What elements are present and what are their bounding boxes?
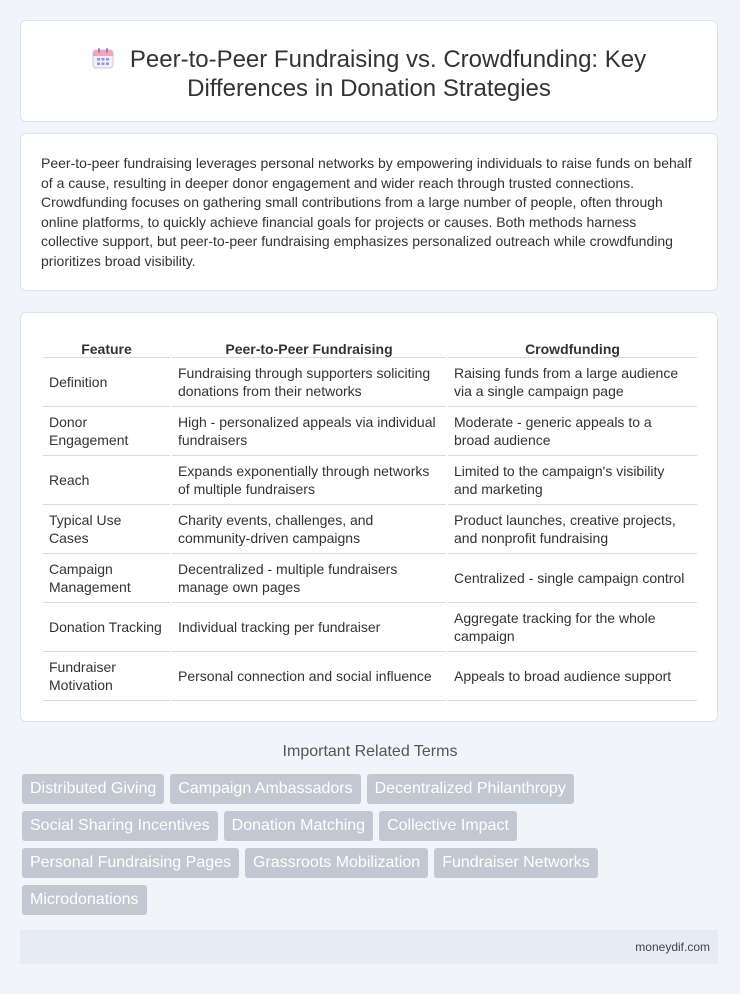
feature-cell: Campaign Management <box>43 554 170 603</box>
header-feature: Feature <box>43 335 170 358</box>
intro-card <box>20 133 718 291</box>
related-terms-title: Important Related Terms <box>282 743 458 760</box>
table-row <box>43 505 697 554</box>
crowdfunding-cell: Appeals to broad audience support <box>448 652 697 701</box>
intro-paragraph: Peer-to-peer fundraising leverages personal networks by empowering individuals to raise funds on behalf of a cause, resulting in deeper donor engagement and wider reach through trusted connections. Crowdfunding focuses on gathering small contributions from a large number of people, often through online platforms, to quickly achieve financial goals for projects or causes. Both methods harness collective support, but peer-to-peer fundraising emphasizes personalized outreach while crowdfunding prioritizes broad visibility. <box>41 155 692 269</box>
term-tag[interactable]: Fundraiser Networks <box>434 848 598 878</box>
term-tag[interactable]: Donation Matching <box>224 811 373 841</box>
crowdfunding-cell: Product launches, creative projects, and nonprofit fundraising <box>448 505 697 554</box>
feature-cell: Definition <box>43 358 170 407</box>
p2p-cell: High - personalized appeals via individual fundraisers <box>172 407 446 456</box>
table-row <box>43 407 697 456</box>
table-row <box>43 603 697 652</box>
header-p2p: Peer-to-Peer Fundraising <box>172 335 446 358</box>
feature-cell: Donation Tracking <box>43 603 170 652</box>
term-tag[interactable]: Campaign Ambassadors <box>170 774 360 804</box>
title-line-1: Peer-to-Peer Fundraising vs. Crowdfunding: Key <box>129 46 647 73</box>
crowdfunding-cell: Centralized - single campaign control <box>448 554 697 603</box>
term-tag[interactable]: Microdonations <box>22 885 147 915</box>
feature-cell: Reach <box>43 456 170 505</box>
footer-site[interactable]: moneydif.com <box>635 940 710 954</box>
table-row <box>43 652 697 701</box>
title-line-2: Differences in Donation Strategies <box>187 75 551 102</box>
table-row <box>43 456 697 505</box>
term-tag[interactable]: Social Sharing Incentives <box>22 811 218 841</box>
crowdfunding-cell: Limited to the campaign's visibility and marketing <box>448 456 697 505</box>
page-title <box>21 45 717 103</box>
related-terms-list <box>22 774 622 915</box>
comparison-table <box>41 335 699 701</box>
table-row <box>43 358 697 407</box>
table-row <box>43 554 697 603</box>
feature-cell: Donor Engagement <box>43 407 170 456</box>
term-tag[interactable]: Collective Impact <box>379 811 517 841</box>
term-tag[interactable]: Grassroots Mobilization <box>245 848 428 878</box>
p2p-cell: Personal connection and social influence <box>172 652 446 701</box>
p2p-cell: Expands exponentially through networks of multiple fundraisers <box>172 456 446 505</box>
crowdfunding-cell: Aggregate tracking for the whole campaign <box>448 603 697 652</box>
p2p-cell: Fundraising through supporters soliciting donations from their networks <box>172 358 446 407</box>
crowdfunding-cell: Moderate - generic appeals to a broad audience <box>448 407 697 456</box>
term-tag[interactable]: Personal Fundraising Pages <box>22 848 239 878</box>
p2p-cell: Decentralized - multiple fundraisers manage own pages <box>172 554 446 603</box>
footer <box>20 930 718 964</box>
crowdfunding-cell: Raising funds from a large audience via a single campaign page <box>448 358 697 407</box>
header-crowdfunding: Crowdfunding <box>448 335 697 358</box>
term-tag[interactable]: Decentralized Philanthropy <box>367 774 574 804</box>
feature-cell: Fundraiser Motivation <box>43 652 170 701</box>
table-header-row <box>43 335 697 358</box>
p2p-cell: Charity events, challenges, and community-driven campaigns <box>172 505 446 554</box>
term-tag[interactable]: Distributed Giving <box>22 774 164 804</box>
title-card <box>20 20 718 122</box>
p2p-cell: Individual tracking per fundraiser <box>172 603 446 652</box>
calendar-icon <box>92 47 114 69</box>
feature-cell: Typical Use Cases <box>43 505 170 554</box>
comparison-card <box>20 312 718 722</box>
